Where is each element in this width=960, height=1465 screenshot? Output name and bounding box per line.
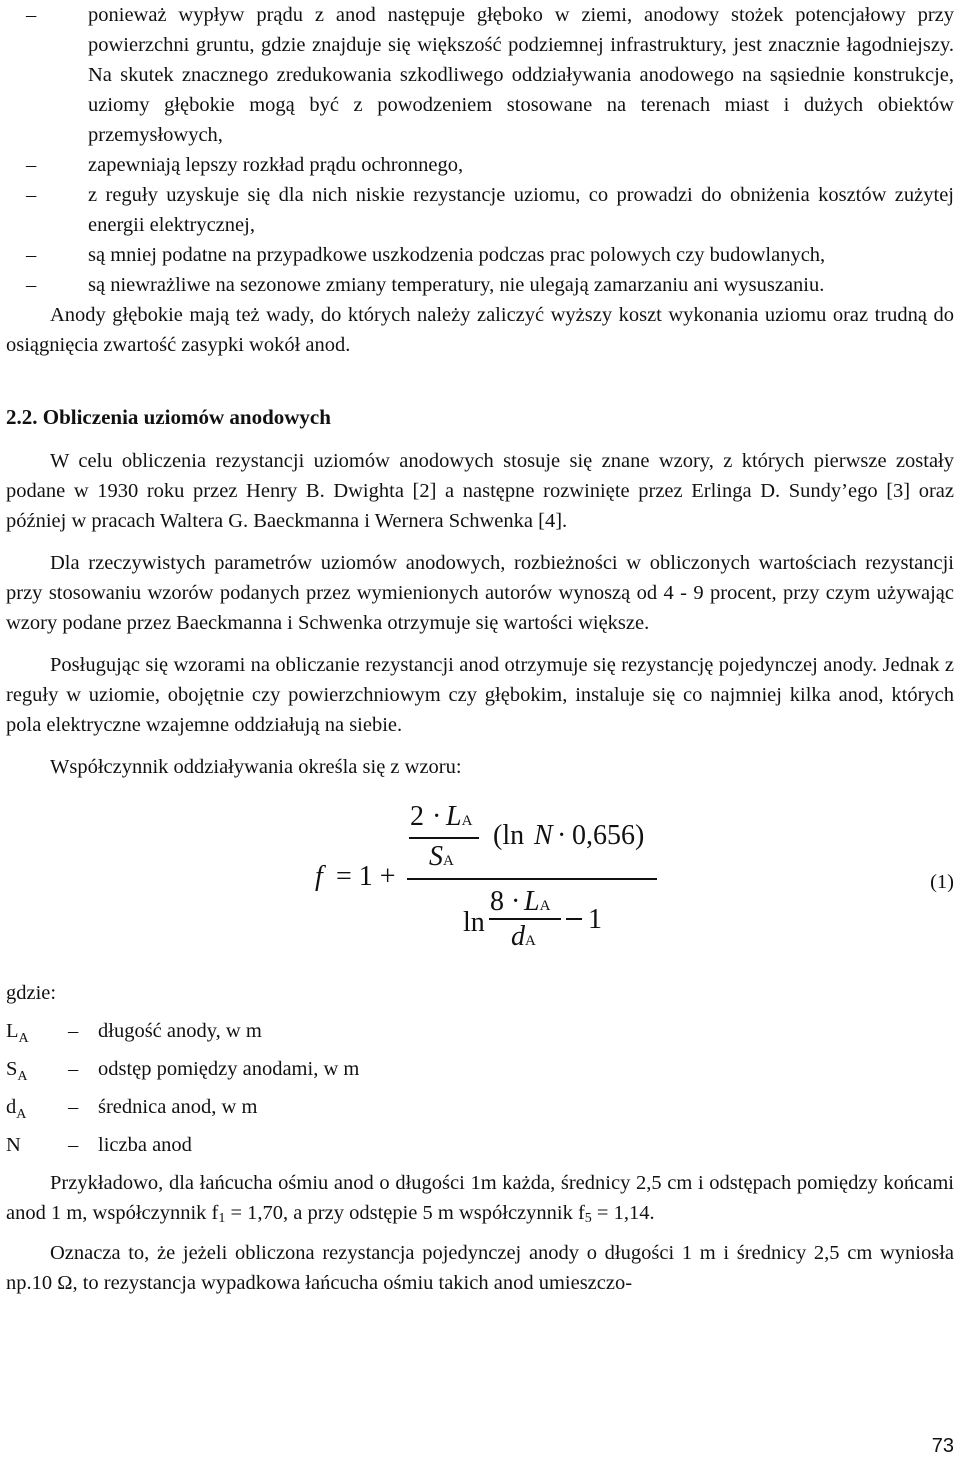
formula-1 <box>6 800 954 950</box>
list-item: – zapewniają lepszy rozkład prądu ochronnego, <box>6 150 954 180</box>
formula-paren-var: N <box>534 820 553 851</box>
paragraph-drawbacks: Anody głębokie mają też wady, do których należy zaliczyć wyższy koszt wykonania uziomu oraz trudną do osiągnięcia zwartość zasypki wokół anod. <box>6 304 954 356</box>
advantages-list <box>6 0 954 300</box>
equation-number: (1) <box>930 871 954 893</box>
list-item: – z reguły uzyskuje się dla nich niskie rezystancje uziomu, co prowadzi do obniżenia kosztów zużytej energii elektrycznej, <box>6 180 954 240</box>
page-number: 73 <box>931 1435 954 1457</box>
formula-lhs: f <box>315 861 323 892</box>
bullet-dash: – <box>26 184 37 206</box>
section-title: Obliczenia uziomów anodowych <box>42 405 331 429</box>
section-heading <box>6 402 954 432</box>
legend-symbol: $S_A$ <box>6 1058 28 1085</box>
formula-paren-close: 0,656) <box>572 820 645 851</box>
legend-description: średnica anod, w m <box>98 1096 258 1119</box>
legend-description: odstęp pomiędzy anodami, w m <box>98 1058 360 1081</box>
formula-den-var: SA <box>429 841 454 872</box>
legend-row: $d_A$ – średnica anod, w m <box>6 1092 954 1130</box>
formula-inner-coef: 8 <box>490 886 504 917</box>
symbol-legend <box>6 1016 954 1168</box>
inner-fraction-bar <box>409 837 479 839</box>
legend-row: N – liczba anod <box>6 1130 954 1168</box>
formula-eq-one-plus: = 1 + <box>336 861 396 892</box>
legend-description: długość anody, w m <box>98 1020 262 1042</box>
list-item: – są mniej podatne na przypadkowe uszkodzenia podczas prac polowych czy budowlanych, <box>6 240 954 270</box>
formula-num-coef: 2 <box>410 801 424 832</box>
document-page <box>6 0 954 1298</box>
bullet-dash: – <box>26 244 37 266</box>
legend-symbol: $L_A$ <box>6 1020 29 1047</box>
formula-paren-open: (ln <box>493 820 525 851</box>
paragraph: Współczynnik oddziaływania określa się z wzoru: <box>50 756 462 778</box>
formula-num-var: LA <box>446 801 473 832</box>
where-label: gdzie: <box>6 982 57 1004</box>
bullet-dash: – <box>26 4 37 26</box>
main-fraction-bar <box>407 878 657 880</box>
formula-ln: ln <box>463 907 485 938</box>
paragraph-example: Przykładowo, dla łańcucha ośmiu anod o długości 1m każda, średnicy 2,5 cm i odstępach pomiędzy końcami anod 1 m, współczynnik $f_1 = 1,70$, a przy odstępie 5 m współczynnik $f_5 = 1,14$. <box>6 1172 954 1227</box>
legend-row: $L_A$ – długość anody, w m <box>6 1016 954 1054</box>
formula-dot: · <box>432 801 442 832</box>
legend-symbol: $d_A$ <box>6 1096 27 1123</box>
paragraph: Oznacza to, że jeżeli obliczona rezystancja pojedynczej anody o długości 1 m i średnicy 2,5 cm wyniosła np.10 Ω, to rezystancja wypadkowa łańcucha ośmiu takich anod umieszczo- <box>6 1242 954 1295</box>
section-number: 2.2. <box>6 405 38 429</box>
bullet-dash: – <box>26 154 37 176</box>
paragraph: W celu obliczenia rezystancji uziomów anodowych stosuje się znane wzory, z których pierwsze zostały podane w 1930 roku przez Henry B. Dwighta [2] a następne rozwinięte przez Erlinga D. Sundy’ego [3] oraz później w pracach Waltera G. Baeckmanna i Wernera Schwenka [4]. <box>6 450 954 532</box>
legend-description: liczba anod <box>98 1134 192 1157</box>
paragraph: Dla rzeczywistych parametrów uziomów anodowych, rozbieżności w obliczonych wartościach rezystancji przy stosowaniu wzorów podanych przez wymienionych autorów wynoszą od 4 - 9 procent, przy czym używając wzory podane przez Baeckmanna i Schwenka otrzymuje się wartości większe. <box>6 552 954 634</box>
formula-dot: · <box>511 886 521 917</box>
list-item: – ponieważ wypływ prądu z anod następuje głęboko w ziemi, anodowy stożek potencjałowy przy powierzchni gruntu, gdzie znajduje się większość podziemnej infrastruktury, jest znacznie łagodniejszy. Na skutek znacznego zredukowania szkodliwego oddziaływania anodowego na sąsiednie konstrukcje, uziomy głębokie mogą być z powodzeniem stosowane na terenach miast i dużych obiektów przemysłowych, <box>6 0 954 150</box>
paragraph: Posługując się wzorami na obliczanie rezystancji anod otrzymuje się rezystancję pojedynczej anody. Jednak z reguły w uziomie, obojętnie czy powierzchniowym czy głębokim, instaluje się co najmniej kilka anod, których pola elektryczne wzajemne oddziałują na siebie. <box>6 654 954 736</box>
legend-row: $S_A$ – odstęp pomiędzy anodami, w m <box>6 1054 954 1092</box>
formula-inner-var: LA <box>524 886 551 917</box>
bullet-dash: – <box>26 274 37 296</box>
minus-sign <box>566 918 582 920</box>
ln-fraction-bar <box>489 918 561 920</box>
formula-dot: · <box>557 820 567 851</box>
formula-inner-den: dA <box>511 921 536 952</box>
formula-minus-one: 1 <box>588 904 602 935</box>
list-item: – są niewrażliwe na sezonowe zmiany temperatury, nie ulegają zamarzaniu ani wysuszaniu. <box>6 270 954 300</box>
legend-symbol: N <box>6 1134 21 1157</box>
